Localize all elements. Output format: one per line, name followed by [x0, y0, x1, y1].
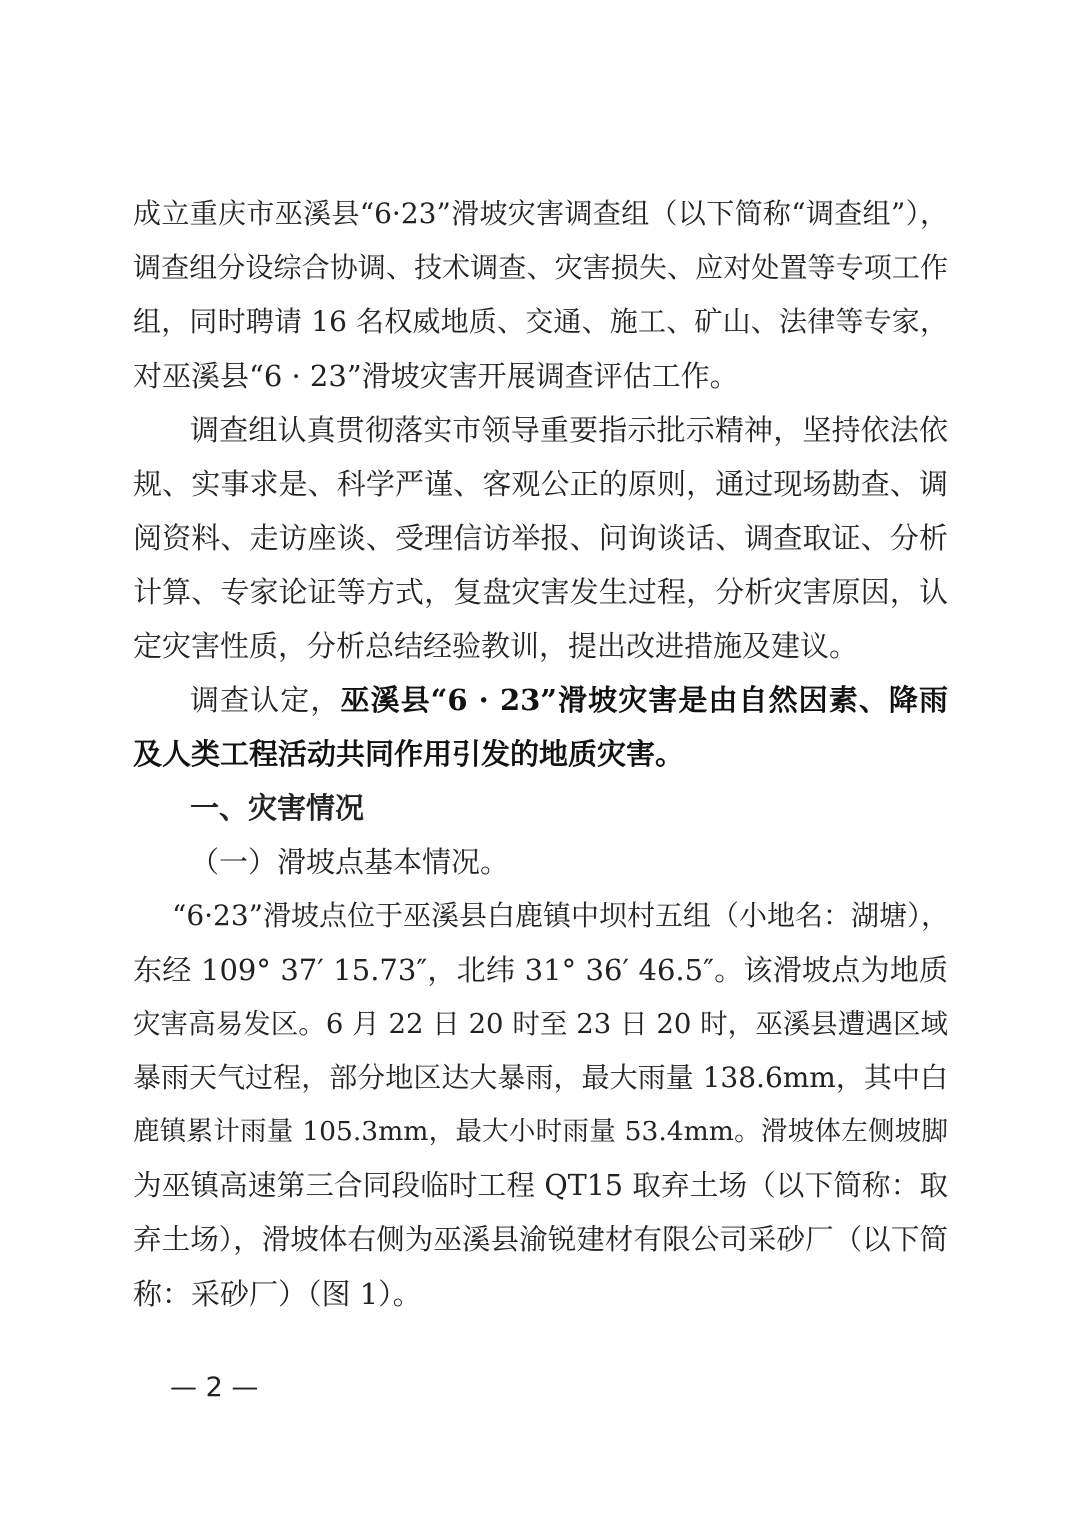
para2-line-3: 阅资料、走访座谈、受理信访举报、问询谈话、调查取证、分析	[133, 521, 948, 555]
para2-line-4: 计算、专家论证等方式，复盘灾害发生过程，分析灾害原因，认	[133, 575, 948, 609]
para1-line-2: 调查组分设综合协调、技术调查、灾害损失、应对处置等专项工作	[133, 251, 948, 284]
para3-bold-part-1: 巫溪县“6 · 23”滑坡灾害是由自然因素、降雨	[340, 683, 948, 717]
para4-line-1: “6·23”滑坡点位于巫溪县白鹿镇中坝村五组（小地名：湖塘），	[172, 899, 949, 932]
para4-line-2: 东经 109° 37′ 15.73″，北纬 31° 36′ 46.5″。该滑坡点为地质	[133, 953, 948, 987]
para1-line-1: 成立重庆市巫溪县“6·23”滑坡灾害调查组（以下简称“调查组”），	[133, 197, 948, 230]
page-number: — 2 —	[170, 1372, 259, 1403]
para4-line-4: 暴雨天气过程，部分地区达大暴雨，最大雨量 138.6mm，其中白	[133, 1061, 948, 1094]
para3-prefix: 调查认定，	[190, 683, 341, 717]
subsection-heading: （一）滑坡点基本情况。	[190, 845, 510, 879]
para4-line-6: 为巫镇高速第三合同段临时工程 QT15 取弃土场（以下简称：取	[133, 1169, 948, 1202]
para4-line-8: 称：采砂厂）（图 1）。	[133, 1277, 422, 1311]
para4-line-5: 鹿镇累计雨量 105.3mm，最大小时雨量 53.4mm。滑坡体左侧坡脚	[133, 1116, 948, 1147]
para2-line-1: 调查组认真贯彻落实市领导重要指示批示精神，坚持依法依	[190, 413, 948, 447]
para3-line-2: 及人类工程活动共同作用引发的地质灾害。	[133, 737, 685, 771]
section-heading: 一、灾害情况	[190, 791, 365, 825]
para1-line-4: 对巫溪县“6 · 23”滑坡灾害开展调查评估工作。	[133, 359, 739, 393]
para2-line-2: 规、实事求是、科学严谨、客观公正的原则，通过现场勘查、调	[133, 467, 948, 501]
para4-line-7: 弃土场），滑坡体右侧为巫溪县渝锐建材有限公司采砂厂（以下简	[133, 1223, 948, 1256]
para2-line-5: 定灾害性质，分析总结经验教训，提出改进措施及建议。	[133, 629, 859, 663]
para3-line-1	[190, 673, 948, 727]
para4-line-3: 灾害高易发区。6 月 22 日 20 时至 23 日 20 时，巫溪县遭遇区域	[133, 1008, 948, 1040]
para1-line-3: 组，同时聘请 16 名权威地质、交通、施工、矿山、法律等专家，	[133, 305, 948, 338]
